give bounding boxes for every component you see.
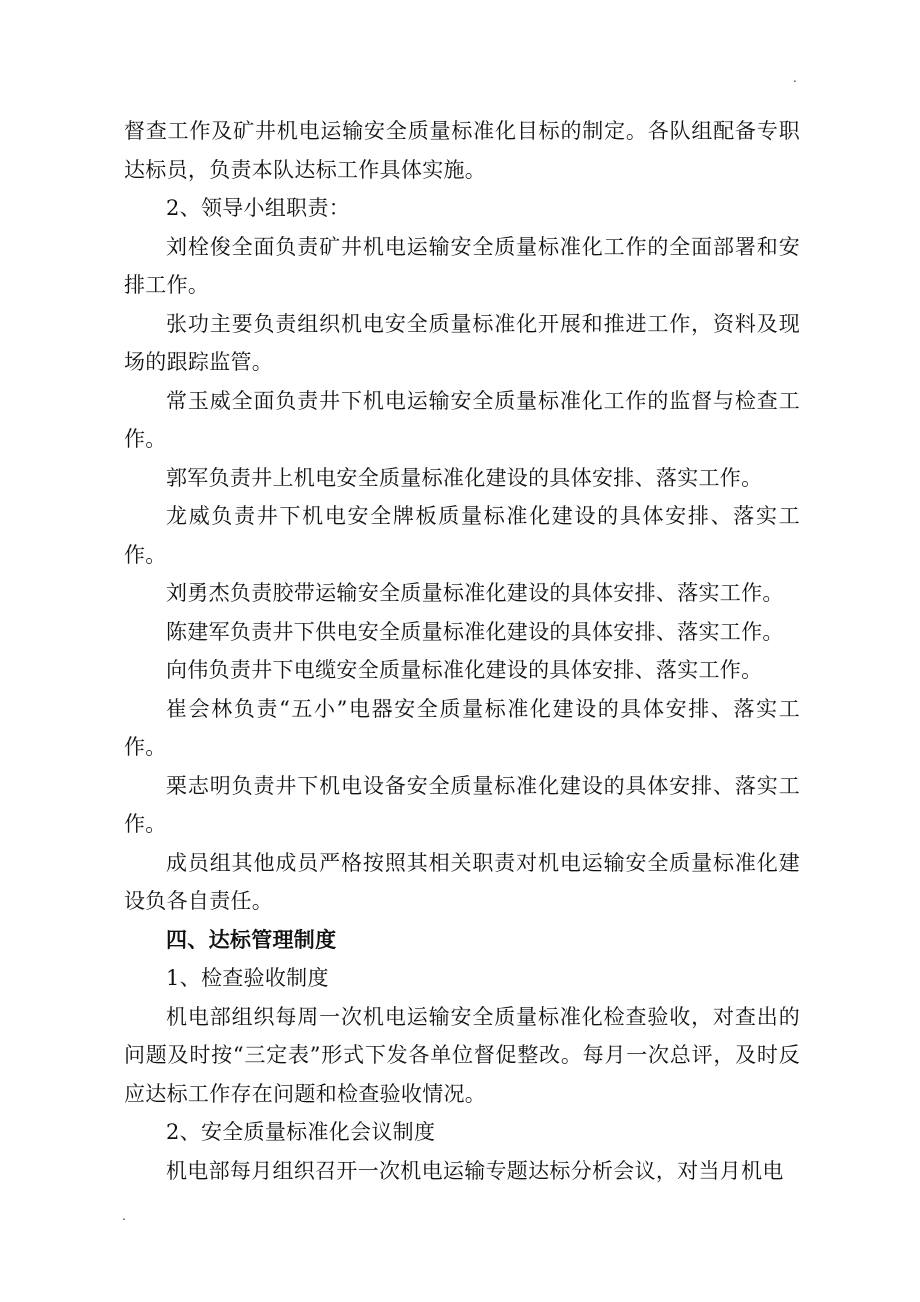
section-heading-leadership-duties: 2、领导小组职责：	[166, 196, 351, 220]
paragraph-duty-10: 栗志明负责井下机电设备安全质量标准化建设的具体安排、落实工作。	[124, 773, 800, 836]
paragraph-members: 成员组其他成员严格按照其相关职责对机电运输安全质量标准化建设负各自责任。	[124, 850, 800, 913]
document-body	[124, 112, 800, 1190]
subheading-meeting-system: 2、安全质量标准化会议制度	[166, 1120, 436, 1144]
paragraph-duty-4: 郭军负责井上机电安全质量标准化建设的具体安排、落实工作。	[166, 465, 763, 490]
paragraph-duty-1: 刘栓俊全面负责矿井机电运输安全质量标准化工作的全面部署和安排工作。	[124, 234, 800, 297]
page-mark-bottom: .	[122, 1209, 126, 1223]
paragraph-duty-6: 刘勇杰负责胶带运输安全质量标准化建设的具体安排、落实工作。	[166, 581, 784, 605]
paragraph-inspection: 机电部组织每周一次机电运输安全质量标准化检查验收，对查出的问题及时按“三定表”形式下发各单位督促整改。每月一次总评，及时反应达标工作存在问题和检查验收情况。	[124, 1004, 800, 1106]
paragraph-duty-2: 张功主要负责组织机电安全质量标准化开展和推进工作，资料及现场的跟踪监管。	[124, 311, 800, 374]
page-mark-top: .	[793, 71, 797, 85]
paragraph-meeting: 机电部每月组织召开一次机电运输专题达标分析会议，对当月机电	[166, 1158, 784, 1183]
paragraph-duty-8: 向伟负责井下电缆安全质量标准化建设的具体安排、落实工作。	[166, 658, 763, 682]
paragraph-duty-9: 崔会林负责“五小”电器安全质量标准化建设的具体安排、落实工作。	[124, 696, 800, 759]
subheading-inspection-system: 1、检查验收制度	[166, 966, 329, 990]
paragraph-1: 督查工作及矿井机电运输安全质量标准化目标的制定。各队组配备专职达标员，负责本队达标工作具体实施。	[124, 119, 800, 182]
paragraph-duty-5: 龙威负责井下机电安全牌板质量标准化建设的具体安排、落实工作。	[124, 504, 800, 567]
section-heading-management-system: 四、达标管理制度	[166, 926, 337, 952]
paragraph-duty-3: 常玉威全面负责井下机电运输安全质量标准化工作的监督与检查工作。	[124, 388, 800, 451]
paragraph-duty-7: 陈建军负责井下供电安全质量标准化建设的具体安排、落实工作。	[166, 619, 784, 644]
